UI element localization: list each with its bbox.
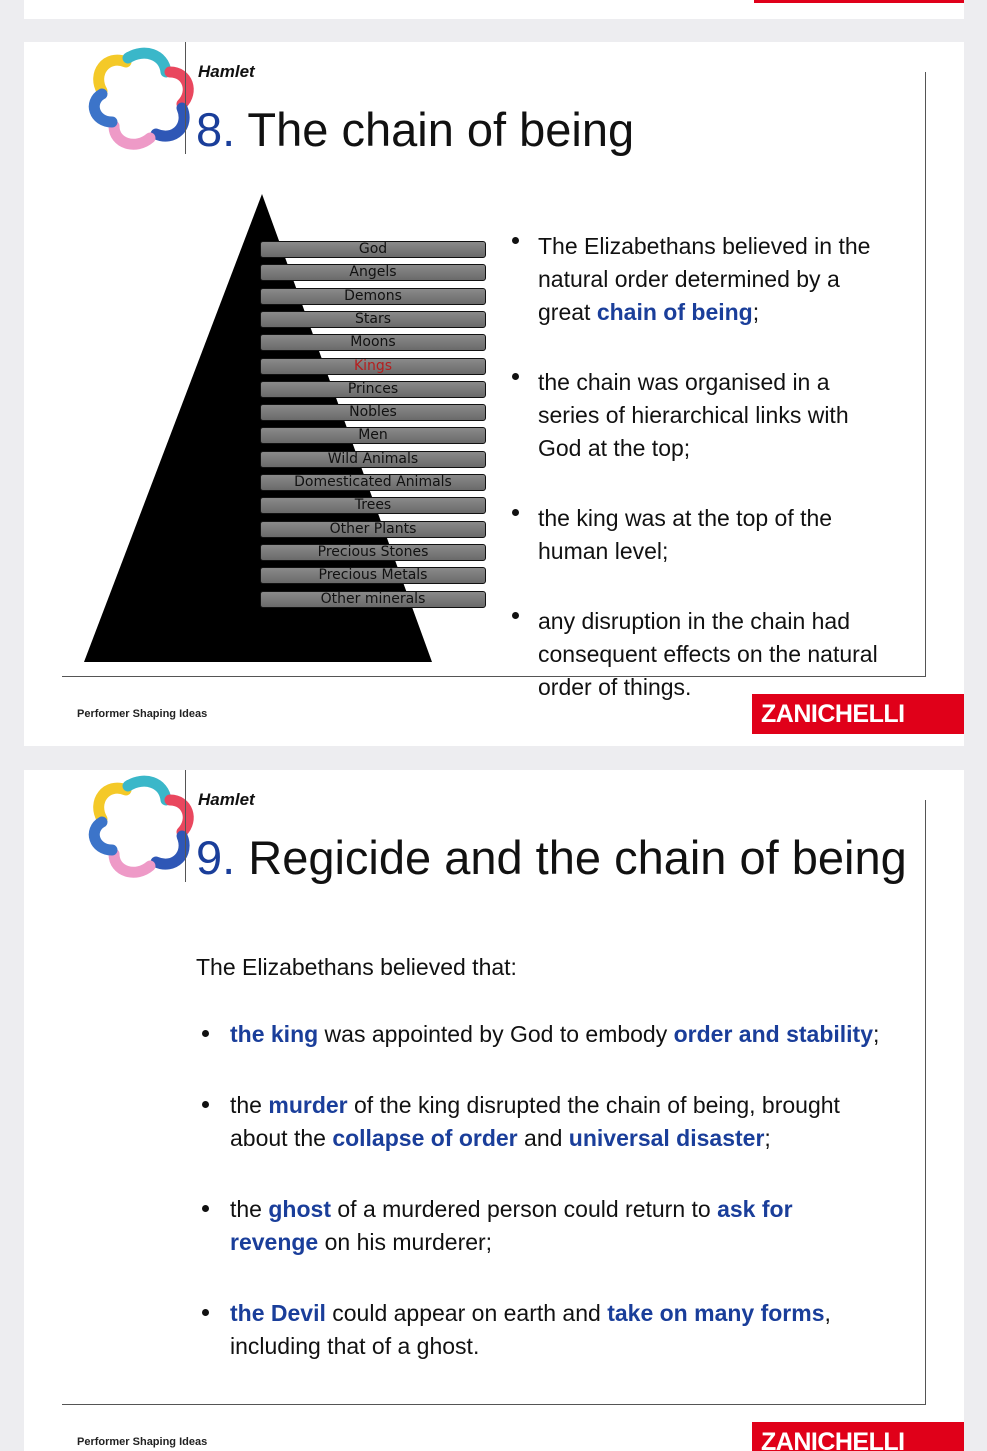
pyramid-level: Other minerals (260, 591, 486, 608)
list-item: any disruption in the chain had consequent effects on the natural order of things. (512, 605, 892, 704)
pyramid-level: Precious Stones (260, 544, 486, 561)
previous-slide-edge (24, 0, 964, 19)
slide-8 (24, 42, 964, 746)
series-label: Hamlet (198, 62, 255, 81)
bullet-list (202, 1018, 882, 1363)
intro-text: The Elizabethans believed that: (196, 954, 517, 980)
frame-line-right (925, 800, 926, 1404)
footer-text: Performer Shaping Ideas (77, 708, 208, 720)
brand-logo: ZANICHELLI (752, 1422, 964, 1451)
pyramid-level: Moons (260, 334, 486, 351)
list-item: the murder of the king disrupted the chain of being, brought about the collapse of order and universal disaster; (202, 1089, 882, 1155)
list-item: the king was at the top of the human level; (512, 502, 892, 568)
pyramid-level: Kings (260, 358, 486, 375)
brand-bar (754, 0, 964, 3)
pyramid-level: Stars (260, 311, 486, 328)
frame-line-right (925, 72, 926, 676)
list-item: the ghost of a murdered person could return to ask for revenge on his murderer; (202, 1193, 882, 1259)
list-item: the king was appointed by God to embody order and stability; (202, 1018, 882, 1051)
pyramid-level: Men (260, 427, 486, 444)
slide-9 (24, 770, 964, 1451)
list-item: The Elizabethans believed in the natural order determined by a great chain of being; (512, 230, 892, 329)
pyramid-level: Angels (260, 264, 486, 281)
pyramid-level: Other Plants (260, 521, 486, 538)
pyramid-level: Demons (260, 288, 486, 305)
header-divider (185, 42, 186, 154)
series-label: Hamlet (198, 790, 255, 809)
bullet-list (512, 230, 892, 704)
brand-logo: ZANICHELLI (752, 694, 964, 734)
pyramid-level: Domesticated Animals (260, 474, 486, 491)
list-item: the Devil could appear on earth and take on many forms, including that of a ghost. (202, 1297, 882, 1363)
header-divider (185, 770, 186, 882)
pyramid-level: Trees (260, 497, 486, 514)
pyramid-level: God (260, 241, 486, 258)
footer-text: Performer Shaping Ideas (77, 1436, 208, 1448)
pyramid-level: Princes (260, 381, 486, 398)
page-title: 9. Regicide and the chain of being (196, 831, 907, 884)
pyramid-level: Wild Animals (260, 451, 486, 468)
list-item: the chain was organised in a series of hierarchical links with God at the top; (512, 366, 892, 465)
pyramid-level: Precious Metals (260, 567, 486, 584)
pyramid-level: Nobles (260, 404, 486, 421)
page-title: 8. The chain of being (196, 103, 635, 156)
frame-line-bottom (62, 1404, 926, 1405)
